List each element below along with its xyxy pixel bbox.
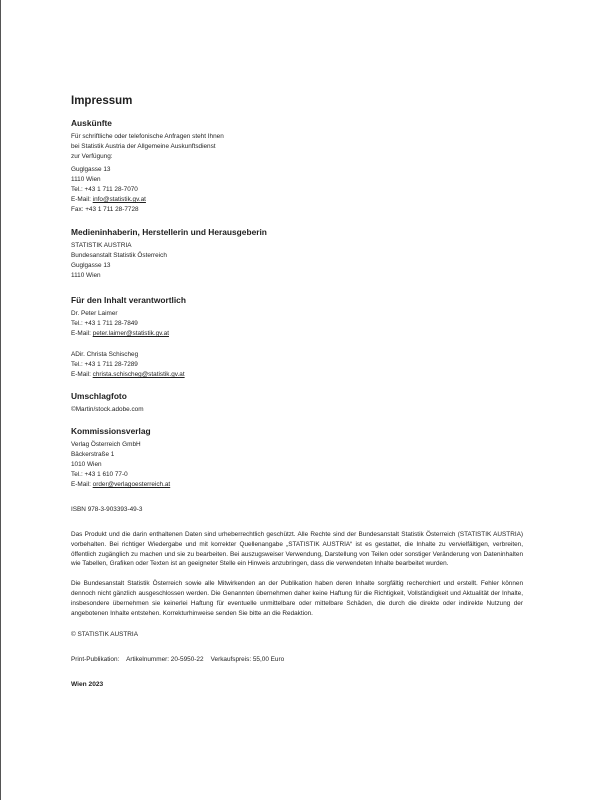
email-link[interactable]: christa.schischeg@statistik.gv.at: [92, 371, 185, 378]
intro-line: Für schriftliche oder telefonische Anfragen steht Ihnen: [71, 133, 224, 140]
medieninhaberin-heading: Medieninhaberin, Herstellerin und Herausgeberin: [71, 227, 267, 237]
person-phone: Tel.: +43 1 711 28-7289: [71, 361, 138, 368]
email-label: E-Mail:: [71, 481, 93, 488]
person-phone: Tel.: +43 1 711 28-7849: [71, 320, 138, 327]
email-line: [71, 370, 523, 380]
address-line: STATISTIK AUSTRIA: [71, 242, 132, 249]
article-number: Artikelnummer: 20-5950-22: [126, 656, 204, 664]
email-link[interactable]: info@statistik.gv.at: [92, 196, 146, 203]
copyright-notice: © STATISTIK AUSTRIA: [71, 631, 138, 639]
address-line: 1010 Wien: [71, 461, 102, 468]
person-contact: [71, 350, 523, 380]
umschlagfoto-section: [71, 391, 523, 415]
legal-paragraph-disclaimer: Die Bundesanstalt Statistik Österreich sowie alle Mitwirkenden an der Publikation haben deren Inhalte sorgfältig recherchiert und erstellt. Fehler können dennoch nicht gänzlich ausgeschlossen werden. Die Genannten übernehmen daher keine Haftung für die Richtigkeit, Vollständigkeit und Aktualität der Inhalte, insbesondere übernehmen sie keinerlei Haftung für eventuelle unmittelbare oder mittelbare Schäden, die durch die direkte oder indirekte Nutzung der angebotenen Inhalte entstehen. Korrekturhinweise senden Sie bitte an die Redaktion.: [71, 580, 523, 617]
photo-credit: ©Martin/stock.adobe.com: [71, 406, 144, 413]
intro-line: zur Verfügung:: [71, 153, 113, 160]
person-contact: [71, 309, 523, 339]
print-label: Print-Publikation:: [71, 656, 120, 664]
price: Verkaufspreis: 55,00 Euro: [210, 656, 285, 664]
auskuenfte-intro: [71, 132, 523, 162]
email-label: E-Mail:: [71, 330, 93, 337]
fax: Fax: +43 1 711 28-7728: [71, 206, 139, 213]
kommissionsverlag-heading: Kommissionsverlag: [71, 426, 151, 436]
page-title: Impressum: [71, 95, 133, 107]
city: 1110 Wien: [71, 176, 101, 183]
email-link[interactable]: order@verlagoesterreich.at: [92, 481, 171, 488]
email-label: E-Mail:: [71, 371, 93, 378]
email-line: [71, 195, 523, 205]
intro-line: bei Statistik Austria der Allgemeine Auskunftsdienst: [71, 143, 216, 150]
verantwortlich-section: [71, 295, 523, 380]
email-label: E-Mail:: [71, 196, 93, 203]
publisher-address: [71, 440, 523, 490]
phone: Tel.: +43 1 711 28-7070: [71, 186, 138, 193]
page-edge-line: [0, 0, 1, 800]
address-line: Bundesanstalt Statistik Österreich: [71, 252, 167, 259]
email-line: [71, 329, 523, 339]
address-line: Verlag Österreich GmbH: [71, 441, 141, 448]
auskuenfte-section: [71, 118, 523, 215]
street: Guglgasse 13: [71, 166, 111, 173]
address-line: Bäckerstraße 1: [71, 451, 115, 458]
verantwortlich-heading: Für den Inhalt verantwortlich: [71, 295, 186, 305]
person-name: ADir. Christa Schischeg: [71, 351, 139, 358]
kommissionsverlag-section: [71, 426, 523, 490]
person-name: Dr. Peter Laimer: [71, 310, 118, 317]
isbn: ISBN 978-3-903393-49-3: [71, 506, 143, 513]
legal-paragraph-copyright: Das Produkt und die darin enthaltenen Daten sind urheberrechtlich geschützt. Alle Rechte sind der Bundesanstalt Statistik Österreich (STATISTIK AUSTRIA) vorbehalten. Bei richtiger Wiedergabe und mit korrekter Quellenangabe „STATISTIK AUSTRIA“ ist es gestattet, die Inhalte zu vervielfältigen, verbreiten, öffentlich zugänglich zu machen und sie zu bearbeiten. Bei auszugsweiser Verwendung, Darstellung von Teilen oder sonstiger Veränderung von Dateninhalten wie Tabellen, Grafiken oder Texten ist an geeigneter Stelle ein Hinweis anzubringen, dass die verwendeten Inhalte bearbeitet wurden.: [71, 531, 523, 568]
email-line: [71, 480, 523, 490]
address-line: Tel.: +43 1 610 77-0: [71, 471, 128, 478]
umschlagfoto-heading: Umschlagfoto: [71, 391, 127, 401]
auskuenfte-address: [71, 165, 523, 215]
auskuenfte-heading: Auskünfte: [71, 118, 112, 128]
address-line: 1110 Wien: [71, 272, 101, 279]
impressum-page: [71, 94, 523, 690]
medieninhaberin-section: [71, 227, 523, 281]
email-link[interactable]: peter.laimer@statistik.gv.at: [92, 330, 170, 337]
address-line: Guglgasse 13: [71, 262, 111, 269]
place-year: Wien 2023: [71, 681, 104, 689]
medieninhaberin-lines: [71, 241, 523, 281]
print-publication-info: [71, 655, 523, 665]
